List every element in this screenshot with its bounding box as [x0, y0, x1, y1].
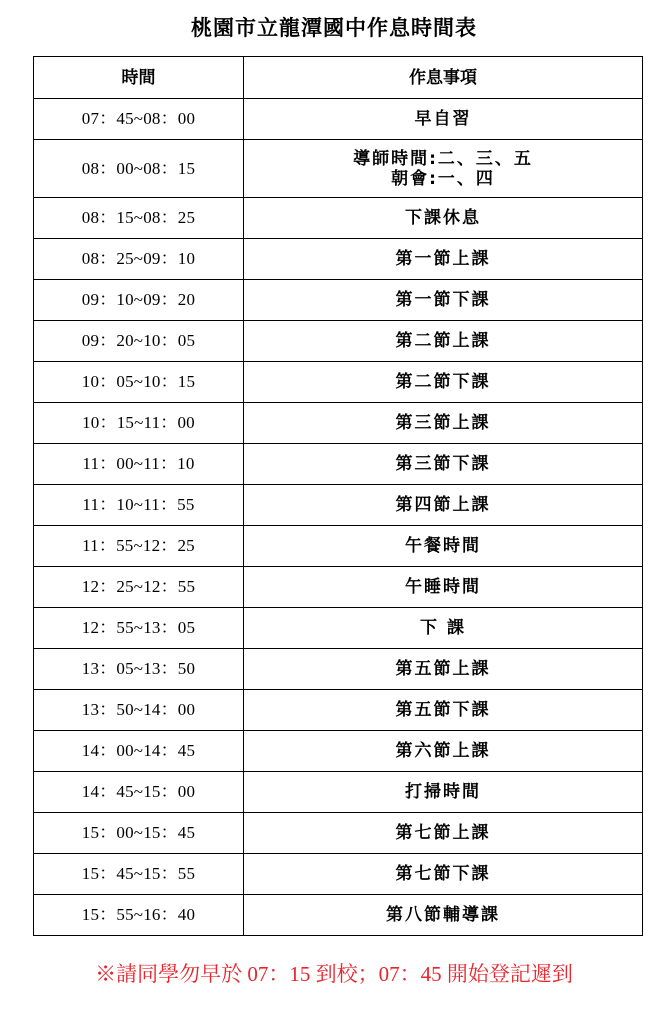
- table-header-row: [34, 57, 643, 99]
- time-cell: 15：55~16：40: [34, 895, 244, 936]
- activity-cell: 第三節上課: [244, 403, 643, 444]
- activity-cell: 第七節下課: [244, 854, 643, 895]
- activity-cell: 第四節上課: [244, 485, 643, 526]
- time-cell: 09：20~10：05: [34, 321, 244, 362]
- activity-cell: 第八節輔導課: [244, 895, 643, 936]
- table-row: [34, 140, 643, 198]
- time-cell: 12：55~13：05: [34, 608, 244, 649]
- time-cell: 15：45~15：55: [34, 854, 244, 895]
- table-row: [34, 362, 643, 403]
- time-cell: 09：10~09：20: [34, 280, 244, 321]
- time-cell: 08：15~08：25: [34, 198, 244, 239]
- activity-cell: 打掃時間: [244, 772, 643, 813]
- activity-cell: 第二節下課: [244, 362, 643, 403]
- schedule-table: [33, 56, 643, 936]
- activity-cell: 第六節上課: [244, 731, 643, 772]
- time-cell: 10：05~10：15: [34, 362, 244, 403]
- time-cell: 14：45~15：00: [34, 772, 244, 813]
- table-row: [34, 239, 643, 280]
- table-row: [34, 280, 643, 321]
- time-cell: 13：50~14：00: [34, 690, 244, 731]
- activity-cell: 下課休息: [244, 198, 643, 239]
- activity-cell: 午餐時間: [244, 526, 643, 567]
- activity-cell: 第三節下課: [244, 444, 643, 485]
- time-cell: 14：00~14：45: [34, 731, 244, 772]
- table-row: [34, 526, 643, 567]
- activity-cell: 第一節下課: [244, 280, 643, 321]
- table-row: [34, 731, 643, 772]
- time-cell: 15：00~15：45: [34, 813, 244, 854]
- table-row: [34, 99, 643, 140]
- activity-column-header: 作息事項: [244, 57, 643, 99]
- time-cell: 08：25~09：10: [34, 239, 244, 280]
- time-cell: 13：05~13：50: [34, 649, 244, 690]
- time-column-header: 時間: [34, 57, 244, 99]
- table-row: [34, 444, 643, 485]
- table-row: [34, 485, 643, 526]
- arrival-notice: ※請同學勿早於 07：15 到校；07：45 開始登記遲到: [95, 962, 573, 986]
- activity-cell: 早自習: [244, 99, 643, 140]
- activity-cell: 第五節下課: [244, 690, 643, 731]
- time-cell: 07：45~08：00: [34, 99, 244, 140]
- time-cell: 11：10~11：55: [34, 485, 244, 526]
- table-row: [34, 608, 643, 649]
- activity-cell: 導師時間:二、三、五 朝會:一、四: [244, 140, 643, 198]
- activity-cell: 第五節上課: [244, 649, 643, 690]
- activity-cell: 第七節上課: [244, 813, 643, 854]
- page-title: 桃園市立龍潭國中作息時間表: [191, 15, 477, 40]
- table-row: [34, 321, 643, 362]
- table-row: [34, 772, 643, 813]
- activity-cell: 下 課: [244, 608, 643, 649]
- activity-cell: 第一節上課: [244, 239, 643, 280]
- activity-cell: 午睡時間: [244, 567, 643, 608]
- table-row: [34, 854, 643, 895]
- table-row: [34, 198, 643, 239]
- time-cell: 11：55~12：25: [34, 526, 244, 567]
- time-cell: 08：00~08：15: [34, 140, 244, 198]
- table-row: [34, 895, 643, 936]
- table-row: [34, 690, 643, 731]
- time-cell: 12：25~12：55: [34, 567, 244, 608]
- time-cell: 10：15~11：00: [34, 403, 244, 444]
- table-row: [34, 567, 643, 608]
- table-row: [34, 649, 643, 690]
- table-row: [34, 403, 643, 444]
- time-cell: 11：00~11：10: [34, 444, 244, 485]
- table-row: [34, 813, 643, 854]
- activity-cell: 第二節上課: [244, 321, 643, 362]
